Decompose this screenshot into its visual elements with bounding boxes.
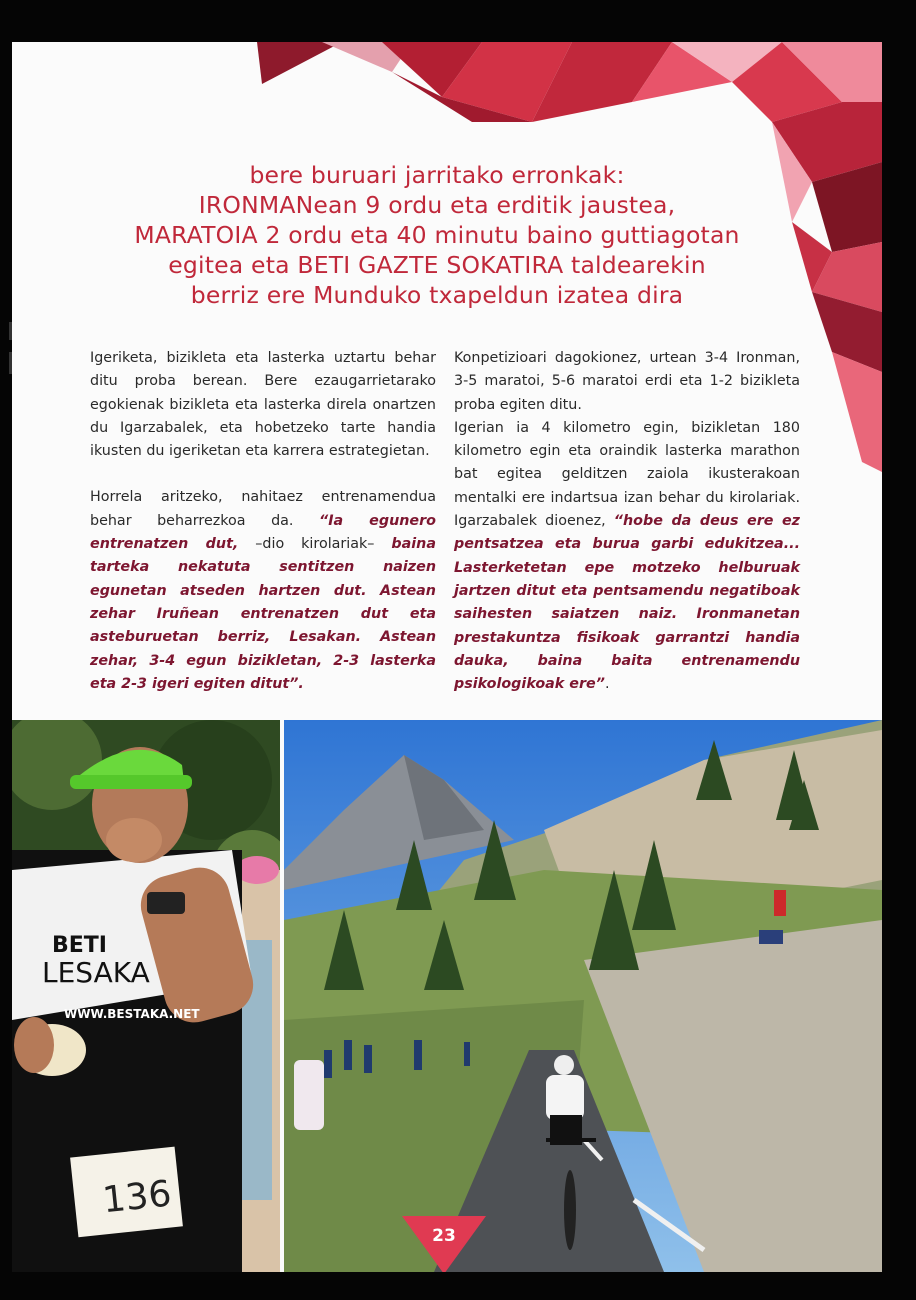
- magazine-page: [12, 42, 882, 1272]
- jersey-text: WWW.BESTAKA.NET: [64, 1007, 200, 1021]
- heading-line: bere buruari jarritako erronkak:: [249, 161, 625, 189]
- quote-text: “Ia egunero entrenatzen dut,: [90, 512, 436, 553]
- page-heading: [72, 160, 802, 310]
- paragraph-gap: [90, 463, 436, 486]
- paragraph: [90, 486, 436, 696]
- cyclist-photo: [284, 720, 882, 1272]
- quote-text: “hobe da deus ere ez pentsatzea eta burua garbi edukitzea... Lasterketetan epe motzeko helburuak jartzen ditut eta pentsamendu negatiboak saihesten saiatzen naiz. Ironmanetan prestakuntza fisikoak garrantzi handia dauka, baina baita entrenamendu psikologikoak ere”: [454, 513, 800, 693]
- heading-line: IRONMANean 9 ordu eta erditik jaustea,: [198, 191, 676, 219]
- jersey-text: BETI: [52, 933, 107, 958]
- paragraph-text: .: [604, 676, 610, 693]
- bib-number: 136: [100, 1173, 174, 1222]
- paragraph-text: Horrela aritzeko, nahitaez entrenamendua behar beharrezkoa da.: [90, 489, 436, 529]
- jersey-text: LESAKA: [42, 956, 150, 989]
- paragraph: Konpetizioari dagokionez, urtean 3-4 Ironman, 3-5 maratoi, 5-6 maratoi erdi eta 1-2 bizikleta proba egiten ditu.: [454, 350, 800, 413]
- staple-mark: [8, 322, 13, 374]
- paragraph-text: –dio kirolariak–: [238, 536, 392, 553]
- page-number: 23: [432, 1226, 456, 1246]
- paragraph: Igeriketa, bizikleta eta lasterka uztartu behar ditu proba berean. Bere ezaugarrietarako egokienak bizikleta eta lasterka direla onartzen du Igarzabalek, eta hobetzeko tarte handia ikusten du igeriketan eta karrera estrategietan.: [90, 350, 436, 460]
- paragraph: [454, 417, 800, 697]
- paragraph-text: Igerian ia 4 kilometro egin, bizikletan 180 kilometro egin eta oraindik lasterka marathon bat egitea gelditzen zaiola ikusterakoan mentalki ere indartsua izan behar du kirolariak. Igarzabalek dioenez,: [454, 419, 800, 530]
- left-text-column: [90, 347, 436, 696]
- runner-photo: [12, 720, 280, 1272]
- right-text-column: [454, 347, 800, 696]
- heading-line: egitea eta BETI GAZTE SOKATIRA taldearekin: [168, 251, 706, 279]
- heading-line: MARATOIA 2 ordu eta 40 minutu baino guttiagotan: [134, 221, 740, 249]
- heading-line: berriz ere Munduko txapeldun izatea dira: [190, 281, 684, 309]
- quote-text: baina tarteka nekatuta sentitzen naizen egunetan atseden hartzen dut. Astean zehar Iruñean entrenatzen dut eta asteburuetan berriz, Lesakan. Astean zehar, 3-4 egun bizikletan, 2-3 lasterka eta 2-3 igeri egiten ditut”.: [90, 536, 436, 692]
